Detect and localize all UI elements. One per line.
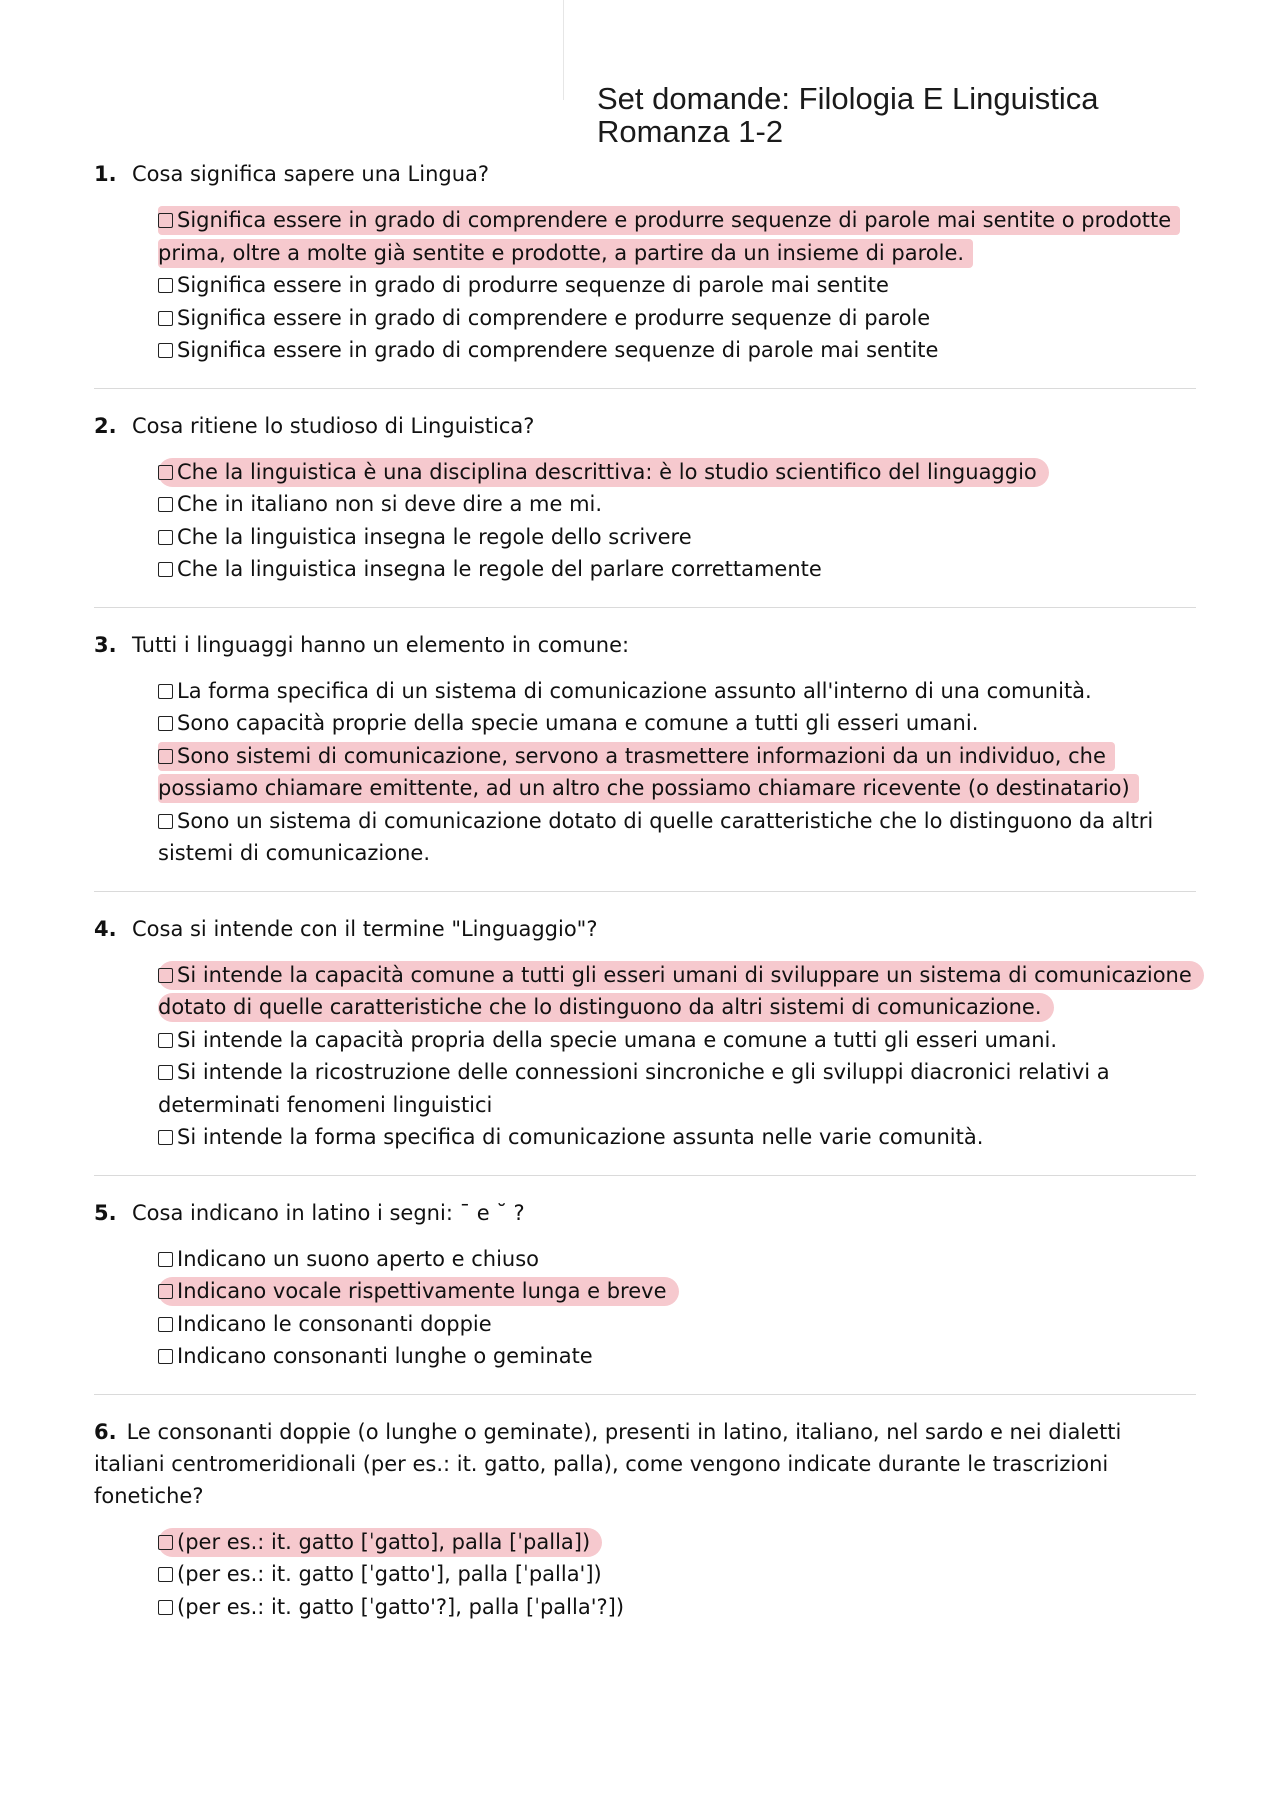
options-list: [158, 1243, 1196, 1373]
option-label: (per es.: it. gatto [ˈgatto'?], palla [ˈpalla'?]): [177, 1594, 625, 1619]
option-item: [158, 1121, 1196, 1154]
checkbox[interactable]: [158, 684, 173, 699]
option-label: Si intende la ricostruzione delle connessioni sincroniche e gli sviluppi diacronici relativi a determinati fenomeni linguistici: [158, 1060, 1110, 1117]
question-text: [94, 1197, 1196, 1229]
options-list: [158, 1526, 1196, 1624]
question-6: [94, 1416, 1196, 1624]
option-label: Indicano vocale rispettivamente lunga e breve: [177, 1279, 667, 1303]
options-list: [158, 204, 1196, 367]
option-item: [158, 1340, 1196, 1373]
question-text: [94, 410, 1196, 442]
checkbox[interactable]: [158, 1317, 173, 1332]
checkbox[interactable]: [158, 530, 173, 545]
question-text: [94, 158, 1196, 190]
question-label: Le consonanti doppie (o lunghe o geminate), presenti in latino, italiano, nel sardo e nei dialetti italiani centromeridionali (per es.: it. gatto, palla), come vengono indicate durante le trascrizioni fonetiche?: [94, 1419, 1122, 1508]
option-label: Significa essere in grado di comprendere sequenze di parole mai sentite: [177, 338, 939, 362]
question-5: [94, 1197, 1196, 1395]
option-label: Si intende la capacità comune a tutti gli esseri umani di sviluppare un sistema di comunicazione dotato di quelle caratteristiche che lo distinguono da altri sistemi di comunicazione.: [158, 962, 1192, 1019]
separator: [94, 1394, 1196, 1395]
option-item: [158, 1275, 1196, 1308]
checkbox[interactable]: [158, 311, 173, 326]
question-number: 2.: [94, 413, 117, 438]
checkbox[interactable]: [158, 968, 173, 983]
question-label: Cosa significa sapere una Lingua?: [132, 162, 490, 186]
option-label: Significa essere in grado di produrre sequenze di parole mai sentite: [177, 273, 889, 297]
question-number: 4.: [94, 916, 117, 941]
option-label: Che la linguistica insegna le regole del parlare correttamente: [177, 557, 822, 581]
options-list: [158, 675, 1196, 870]
checkbox[interactable]: [158, 1033, 173, 1048]
option-item: [158, 269, 1196, 302]
option-label: Significa essere in grado di comprendere e produrre sequenze di parole mai sentite o prodotte prima, oltre a molte già sentite e prodotte, a partire da un insieme di parole.: [158, 208, 1172, 265]
question-label: Cosa indicano in latino i segni: ¯ e ˘ ?: [132, 1200, 525, 1225]
question-number: 1.: [94, 162, 117, 186]
checkbox[interactable]: [158, 465, 173, 480]
question-label: Tutti i linguaggi hanno un elemento in comune:: [132, 632, 630, 657]
checkbox[interactable]: [158, 1349, 173, 1364]
checkbox[interactable]: [158, 1600, 173, 1615]
option-item: [158, 553, 1196, 586]
question-3: [94, 629, 1196, 892]
highlighted-answer: [158, 458, 1049, 487]
question-list: [94, 158, 1196, 1623]
option-item: [158, 1591, 1196, 1624]
separator: [94, 607, 1196, 608]
separator: [94, 388, 1196, 389]
question-number: 3.: [94, 632, 117, 657]
question-1: [94, 158, 1196, 389]
option-label: (per es.: it. gatto [ˈgatto], palla [ˈpalla]): [177, 1529, 591, 1554]
option-item: [158, 456, 1196, 489]
option-label: Sono un sistema di comunicazione dotato di quelle caratteristiche che lo distinguono da altri sistemi di comunicazione.: [158, 808, 1154, 865]
option-label: Si intende la capacità propria della specie umana e comune a tutti gli esseri umani.: [177, 1027, 1058, 1052]
option-item: [158, 488, 1196, 521]
question-label: Cosa si intende con il termine "Linguaggio"?: [132, 916, 598, 941]
option-label: Indicano un suono aperto e chiuso: [177, 1246, 540, 1271]
question-number: 5.: [94, 1200, 117, 1225]
question-text: [94, 1416, 1196, 1512]
question-text: [94, 629, 1196, 661]
option-item: [158, 740, 1196, 805]
option-label: Indicano le consonanti doppie: [177, 1311, 492, 1336]
highlighted-answer: [158, 961, 1204, 1023]
checkbox[interactable]: [158, 343, 173, 358]
option-item: [158, 1024, 1196, 1057]
option-item: [158, 1056, 1196, 1121]
checkbox[interactable]: [158, 814, 173, 829]
checkbox[interactable]: [158, 1284, 173, 1299]
checkbox[interactable]: [158, 213, 173, 228]
option-item: [158, 1308, 1196, 1341]
option-item: [158, 675, 1196, 708]
option-label: Sono sistemi di comunicazione, servono a trasmettere informazioni da un individuo, che possiamo chiamare emittente, ad un altro che possiamo chiamare ricevente (o destinatario): [158, 743, 1130, 800]
option-label: Sono capacità proprie della specie umana e comune a tutti gli esseri umani.: [177, 711, 979, 735]
option-item: [158, 521, 1196, 554]
option-label: Significa essere in grado di comprendere e produrre sequenze di parole: [177, 305, 931, 330]
options-list: [158, 456, 1196, 586]
option-label: (per es.: it. gatto [ˈgatto'], palla [ˈpalla']): [177, 1562, 602, 1586]
question-label: Cosa ritiene lo studioso di Linguistica?: [132, 413, 535, 438]
options-list: [158, 959, 1196, 1154]
checkbox[interactable]: [158, 749, 173, 764]
checkbox[interactable]: [158, 278, 173, 293]
question-2: [94, 410, 1196, 608]
checkbox[interactable]: [158, 497, 173, 512]
question-text: [94, 913, 1196, 945]
option-item: [158, 1243, 1196, 1276]
option-item: [158, 959, 1196, 1024]
separator: [94, 891, 1196, 892]
highlighted-answer: [158, 1528, 602, 1557]
checkbox[interactable]: [158, 1535, 173, 1550]
option-item: [158, 707, 1196, 740]
highlighted-answer: [158, 1277, 679, 1306]
option-item: [158, 334, 1196, 367]
option-item: [158, 1558, 1196, 1591]
option-label: La forma specifica di un sistema di comunicazione assunto all'interno di una comunità.: [177, 678, 1092, 703]
checkbox[interactable]: [158, 716, 173, 731]
option-item: [158, 204, 1196, 269]
checkbox[interactable]: [158, 1567, 173, 1582]
option-label: Che la linguistica è una disciplina descrittiva: è lo studio scientifico del linguaggio: [177, 459, 1037, 484]
option-label: Indicano consonanti lunghe o geminate: [177, 1344, 593, 1368]
question-number: 6.: [94, 1419, 117, 1444]
checkbox[interactable]: [158, 1252, 173, 1267]
option-label: Che la linguistica insegna le regole dello scrivere: [177, 524, 692, 549]
option-label: Si intende la forma specifica di comunicazione assunta nelle varie comunità.: [177, 1125, 984, 1149]
option-item: [158, 302, 1196, 335]
separator: [94, 1175, 1196, 1176]
checkbox[interactable]: [158, 1065, 173, 1080]
page-divider-vertical: [563, 0, 564, 100]
checkbox[interactable]: [158, 1130, 173, 1145]
highlighted-answer: [158, 206, 1180, 268]
document-title: Set domande: Filologia E Linguistica Romanza 1-2: [597, 81, 1099, 149]
checkbox[interactable]: [158, 562, 173, 577]
highlighted-answer: [158, 742, 1139, 804]
option-item: [158, 1526, 1196, 1559]
option-item: [158, 805, 1196, 870]
question-4: [94, 913, 1196, 1176]
option-label: Che in italiano non si deve dire a me mi.: [177, 492, 603, 516]
